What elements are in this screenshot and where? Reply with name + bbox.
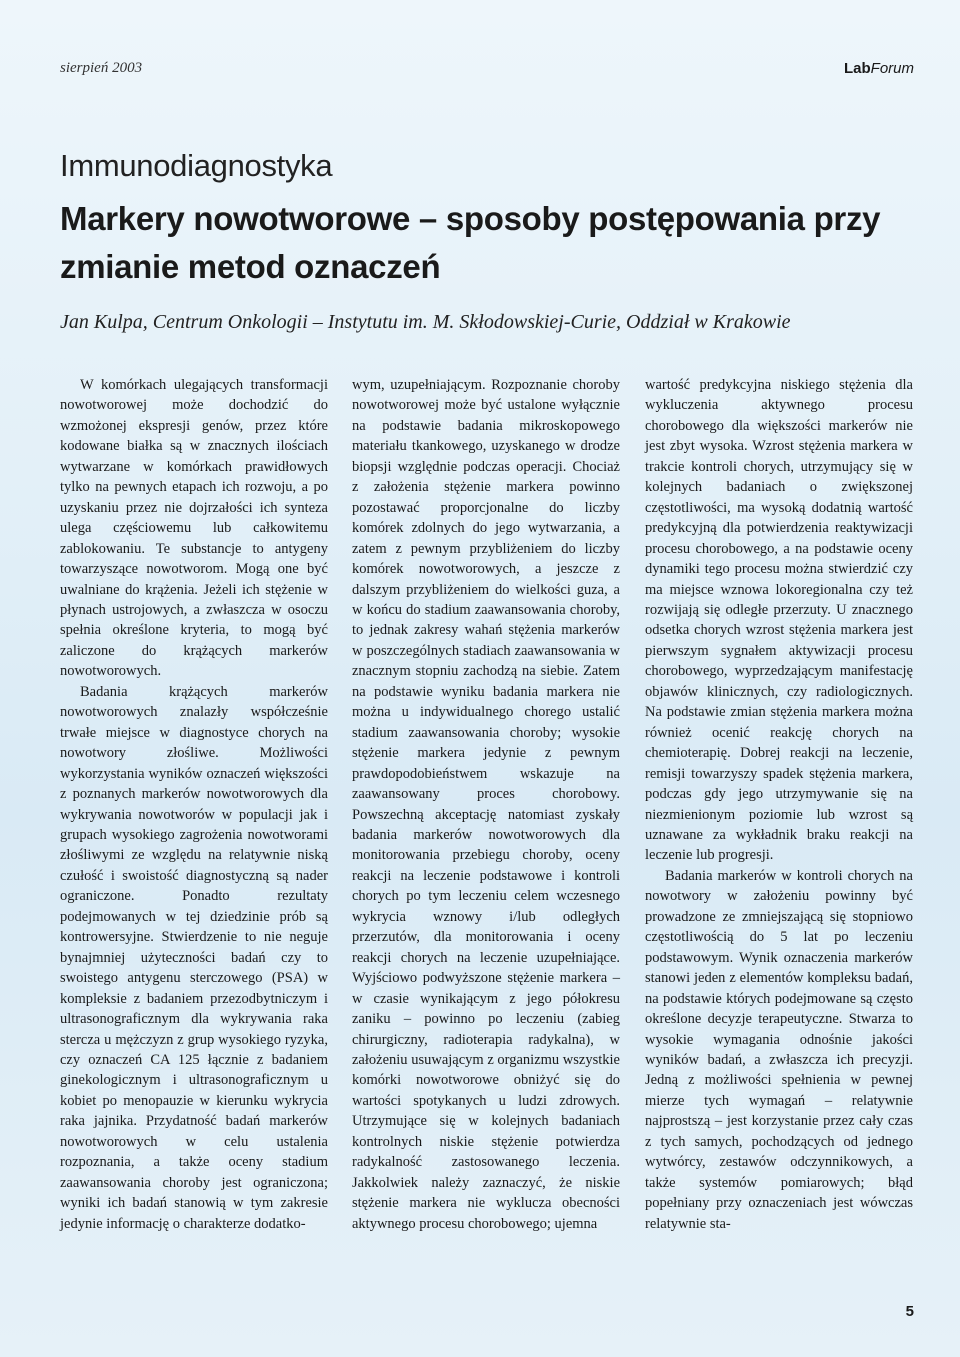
brand-lab: Lab	[843, 60, 871, 77]
paragraph: W komórkach ulegających transformacji nowotworowej może dochodzić do wzmożonej ekspresji genów, przez które kodowane białka są w znacznych ilościach wytwarzane w komórkach prawidłowych tylko na pewnych etapach ich rozwoju, a po uzyskaniu przez nie dojrzałości ich synteza ulega częściowemu lub całkowitemu zablokowaniu. Te substancje to antygeny towarzyszące nowotworom. Mogą one być uwalniane do krążenia. Jeżeli ich stężenie w płynach ustrojowych, a zwłaszcza w osoczu spełnia określone kryteria, to mogą być zaliczone do krążących markerów nowotworowych.	[60, 377, 328, 680]
brand-forum: Forum	[870, 60, 914, 77]
paragraph: wym, uzupełniającym. Rozpoznanie choroby nowotworowej może być ustalone wyłącznie na podstawie badania mikroskopowego materiału tkankowego, uzyskanego w drodze biopsji względnie podczas operacji. Chociaż z założenia stężenie markera powinno pozostawać proporcjonalne do liczby komórek zdolnych do jego wytwarzania, a zatem z pewnym przybliżeniem do liczby komórek nowotworowych, a jeszcze z dalszym przybliżeniem do wielkości guza, a w końcu do stadium zaawansowania choroby, to jednak zakresy wahań stężenia markerów w poszczególnych stadiach zaawansowania w znacznym stopniu zachodzą na siebie. Zatem na podstawie wyniku badania markera nie można u indywidualnego chorego ustalić stadium zaawansowania choroby; wysokie stężenie markera jedynie z pewnym prawdopodobieństwem wskazuje na zaawansowany proces chorobowy. Powszechną akceptację natomiast zyskały badania markerów nowotworowych dla monitorowania przebiegu choroby, oceny reakcji na leczenie podstawowe i kontroli chorych po tym leczeniu celem wczesnego wykrycia wznowy i/lub odległych przerzutów, dla monitorowania i oceny reakcji chorych na leczenie uzupełniające. Wyjściowo podwyższone stężenie markera – w czasie wynikającym z jego półokresu zaniku – powinno po leczeniu (zabieg chirurgiczny, radioterapia radykalna), w założeniu usuwającym z organizmu wszystkie komórki nowotworowe obniżyć się do wartości spotykanych u ludzi zdrowych. Utrzymujące się w kolejnych badaniach kontrolnych niskie stężenie potwierdza radykalność zastosowanego leczenia. Jakkolwiek należy zaznaczyć, że niskie stężenie markera nie wyklucza obecności aktywnego procesu chorobowego; ujemna	[352, 377, 620, 1232]
text-column-2	[352, 375, 620, 1234]
magazine-brand	[844, 60, 914, 77]
article-title: Markery nowotworowe – sposoby postępowania przy zmianie metod oznaczeń	[60, 200, 881, 285]
paragraph: Badania krążących markerów nowotworowych znalazły współcześnie trwałe miejsce w diagnostyce chorych na nowotwory złośliwe. Możliwości wykorzystania wyników oznaczeń większości z poznanych markerów nowotworowych dla wykrywania nowotworów w populacji jak i grupach wysokiego zagrożenia nowotworami złośliwymi ze względu na relatywnie niską czułość i swoistość diagnostyczną są nader ograniczone. Ponadto rezultaty podejmowanych w tej dziedzinie prób są kontrowersyjne. Stwierdzenie to nie neguje bynajmniej użyteczności badań czy to swoistego antygenu sterczowego (PSA) w kompleksie z badaniem przezodbytniczym i ultrasonograficznym dla wykrywania raka stercza u mężczyzn z grup wysokiego ryzyka, czy oznaczeń CA 125 łącznie z badaniem ginekologicznym i ultrasonograficznym u kobiet po menopauzie w kierunku wykrycia raka jajnika. Przydatność badań markerów nowotworowych w celu ustalenia rozpoznania, a także oceny stadium zaawansowania choroby jest ograniczona; wyniki ich badań stanowią w tym zakresie jedynie informację o charakterze dodatko-	[60, 683, 328, 1232]
paragraph: wartość predykcyjna niskiego stężenia dla wykluczenia aktywnego procesu chorobowego dla większości markerów nie jest zbyt wysoka. Wzrost stężenia markera w trakcie kontroli chorych, utrzymujący się w kolejnych badaniach o zwiększonej częstotliwości, ma wysoką dodatnią wartość predykcyjną dla potwierdzenia reaktywizacji procesu chorobowego, a na podstawie oceny dynamiki tego procesu można stwierdzić czy ma miejsce wznowa lokoregionalna czy też rozwijają się odległe przerzuty. U znacznego odsetka chorych wzrost stężenia markera jest pierwszym sygnałem aktywizacji procesu chorobowego, wyprzedzającym manifestację objawów klinicznych, czy radiologicznych. Na podstawie zmian stężenia markera można również ocenić reakcję chorych na chemioterapię. Dobrej reakcji na leczenie, remisji towarzyszy spadek stężenia markera, podczas gdy jego utrzymywanie się na niezmienionym poziomie lub wzrost są uznawane za wykładnik braku reakcji na leczenie lub progresji.	[645, 377, 913, 864]
text-column-1	[60, 375, 328, 1234]
paragraph: Badania markerów w kontroli chorych na nowotwory w założeniu powinny być prowadzone ze zmniejszającą się stopniowo częstotliwością do 5 lat po leczeniu podstawowym. Wynik oznaczenia markerów stanowi jeden z elementów kompleksu badań, na podstawie których podejmowane są często określone decyzje terapeutyczne. Stwarza to wysokie wymagania odnośnie jakości wyników badań, a zwłaszcza ich precyzji. Jedną z możliwości spełnienia w pewnej mierze tych wymagań – relatywnie najprostszą – jest korzystanie przez cały czas z tych samych, pochodzących od jednego wytwórcy, zestawów odczynnikowych, a także systemów pomiarowych; błąd popełniany przy oznaczeniach jest wówczas relatywnie sta-	[645, 867, 913, 1232]
text-column-3	[645, 375, 913, 1234]
section-kicker: Immunodiagnostyka	[60, 148, 333, 183]
page-number: 5	[905, 1303, 914, 1320]
article-authors: Jan Kulpa, Centrum Onkologii – Instytutu im. M. Skłodowskiej-Curie, Oddział w Krakowie	[60, 311, 791, 333]
issue-date: sierpień 2003	[60, 60, 143, 76]
